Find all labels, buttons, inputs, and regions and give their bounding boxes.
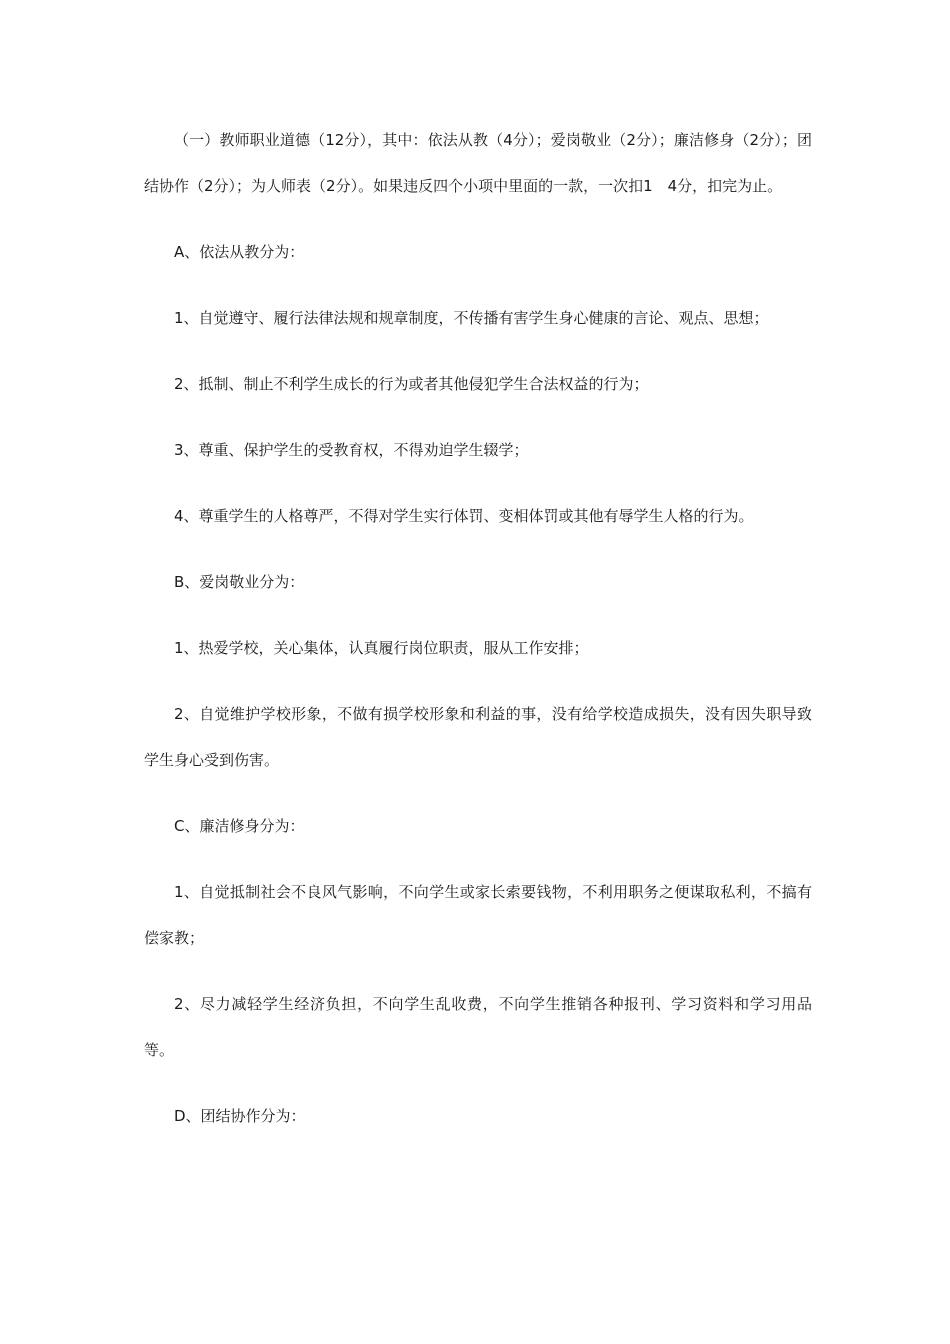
section-heading-a: A、依法从教分为：	[174, 243, 305, 261]
list-item-a4: 4、尊重学生的人格尊严，不得对学生实行体罚、变相体罚或其他有辱学生人格的行为。	[174, 507, 754, 525]
list-item-c2: 2、尽力减轻学生经济负担，不向学生乱收费，不向学生推销各种报刊、学习资料和学习用品等。	[144, 995, 812, 1059]
list-item-a1: 1、自觉遵守、履行法律法规和规章制度，不传播有害学生身心健康的言论、观点、思想；	[174, 309, 769, 327]
section-heading-c: C、廉洁修身分为：	[174, 817, 305, 835]
list-item-b2: 2、自觉维护学校形象，不做有损学校形象和利益的事，没有给学校造成损失，没有因失职导致学生身心受到伤害。	[144, 705, 812, 769]
document-body	[144, 117, 812, 1139]
section-heading-d: D、团结协作分为：	[174, 1107, 306, 1125]
list-item-c1: 1、自觉抵制社会不良风气影响，不向学生或家长索要钱物，不利用职务之便谋取私利，不搞有偿家教；	[144, 883, 812, 947]
list-item-b1: 1、热爱学校，关心集体，认真履行岗位职责，服从工作安排；	[174, 639, 589, 657]
list-item-a3: 3、尊重、保护学生的受教育权，不得劝迫学生辍学；	[174, 441, 529, 459]
paragraph-intro: （一）教师职业道德（12分），其中：依法从教（4分）；爱岗敬业（2分）；廉洁修身（2分）；团结协作（2分）；为人师表（2分）。如果违反四个小项中里面的一款，一次扣1 4分，扣完为止。	[144, 131, 812, 195]
list-item-a2: 2、抵制、制止不利学生成长的行为或者其他侵犯学生合法权益的行为；	[174, 375, 649, 393]
section-heading-b: B、爱岗敬业分为：	[174, 573, 305, 591]
